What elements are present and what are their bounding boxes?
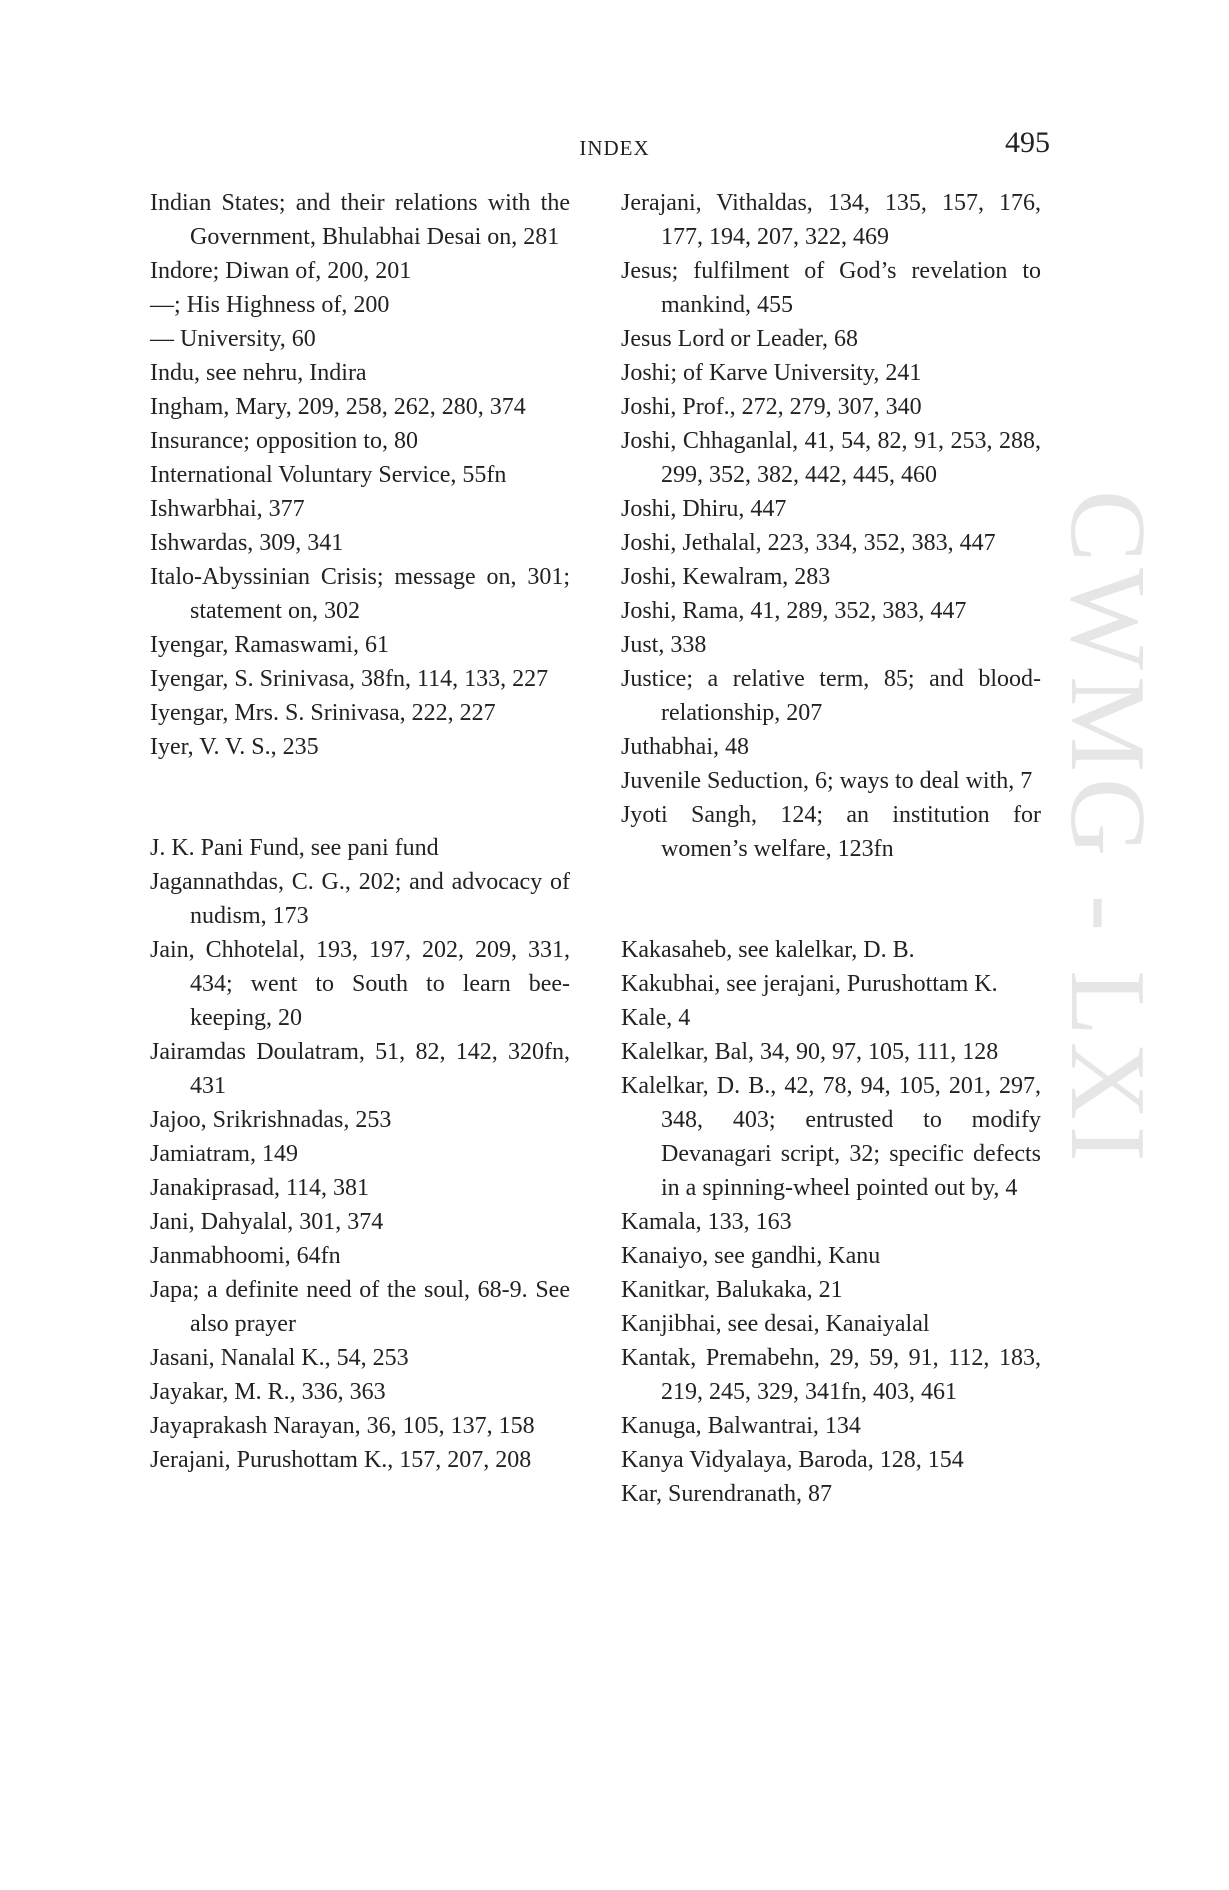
index-entry: Jyoti Sangh, 124; an institution for women’s welfare, 123fn [621, 802, 1041, 862]
index-entry: Jasani, Nanalal K., 54, 253 [150, 1345, 409, 1371]
index-entry: Joshi, Chhaganlal, 41, 54, 82, 91, 253, 288, 299, 352, 382, 442, 445, 460 [621, 428, 1041, 488]
index-entry: Ingham, Mary, 209, 258, 262, 280, 374 [150, 394, 526, 420]
index-column-left [150, 186, 570, 1477]
index-entry: Jerajani, Purushottam K., 157, 207, 208 [150, 1447, 532, 1473]
index-entry: Janmabhoomi, 64fn [150, 1243, 341, 1269]
index-entry: Juthabhai, 48 [621, 734, 749, 760]
index-entry: Joshi, Rama, 41, 289, 352, 383, 447 [621, 598, 967, 624]
index-entry: Jayaprakash Narayan, 36, 105, 137, 158 [150, 1413, 535, 1439]
index-entry: International Voluntary Service, 55fn [150, 462, 507, 488]
running-header: INDEX [579, 136, 650, 160]
index-entry: Jain, Chhotelal, 193, 197, 202, 209, 331, 434; went to South to learn bee-keeping, 20 [150, 937, 570, 1031]
index-entry: Juvenile Seduction, 6; ways to deal with, 7 [621, 768, 1033, 794]
page-number: 495 [1005, 126, 1050, 159]
index-entry: Jerajani, Vithaldas, 134, 135, 157, 176, 177, 194, 207, 322, 469 [621, 190, 1041, 250]
index-entry: Kanitkar, Balukaka, 21 [621, 1277, 843, 1303]
index-entry: Indu, see nehru, Indira [150, 360, 367, 386]
index-entry: J. K. Pani Fund, see pani fund [150, 835, 439, 861]
index-entry: — University, 60 [150, 326, 316, 352]
index-entry: Jairamdas Doulatram, 51, 82, 142, 320fn, 431 [150, 1039, 570, 1099]
index-entry: Jesus; fulfilment of God’s revelation to mankind, 455 [621, 258, 1041, 318]
index-entry: Kar, Surendranath, 87 [621, 1481, 832, 1507]
index-entry: Iyengar, S. Srinivasa, 38fn, 114, 133, 227 [150, 666, 549, 692]
index-entry: Kakasaheb, see kalelkar, D. B. [621, 937, 915, 963]
index-entry: Kamala, 133, 163 [621, 1209, 792, 1235]
index-entry: Kalelkar, Bal, 34, 90, 97, 105, 111, 128 [621, 1039, 999, 1065]
index-entry: Indian States; and their relations with the Government, Bhulabhai Desai on, 281 [150, 190, 570, 250]
index-column-right [621, 186, 1041, 1511]
index-entry: Jamiatram, 149 [150, 1141, 298, 1167]
section-gap [621, 866, 1041, 933]
index-entry: Justice; a relative term, 85; and blood-relationship, 207 [621, 666, 1041, 726]
index-entry: Joshi; of Karve University, 241 [621, 360, 922, 386]
index-entry: Kalelkar, D. B., 42, 78, 94, 105, 201, 297, 348, 403; entrusted to modify Devanagari script, 32; specific defects in a spinning-wheel pointed out by, 4 [621, 1073, 1041, 1201]
index-entry: Insurance; opposition to, 80 [150, 428, 418, 454]
index-entry: Iyengar, Ramaswami, 61 [150, 632, 389, 658]
index-entry: Iyer, V. V. S., 235 [150, 734, 319, 760]
index-entry: Just, 338 [621, 632, 707, 658]
index-group-j-continued [621, 186, 1041, 866]
index-entry: Ishwardas, 309, 341 [150, 530, 344, 556]
index-entry: Indore; Diwan of, 200, 201 [150, 258, 412, 284]
index-entry: Kale, 4 [621, 1005, 691, 1031]
index-entry: Joshi, Prof., 272, 279, 307, 340 [621, 394, 922, 420]
index-entry: —; His Highness of, 200 [150, 292, 390, 318]
index-entry: Italo-Abyssinian Crisis; message on, 301; statement on, 302 [150, 564, 570, 624]
section-gap [150, 764, 570, 831]
index-entry: Japa; a definite need of the soul, 68-9. See also prayer [150, 1277, 570, 1337]
index-entry: Joshi, Jethalal, 223, 334, 352, 383, 447 [621, 530, 996, 556]
index-entry: Joshi, Kewalram, 283 [621, 564, 831, 590]
index-entry: Ishwarbhai, 377 [150, 496, 305, 522]
index-entry: Jani, Dahyalal, 301, 374 [150, 1209, 384, 1235]
index-entry: Jajoo, Srikrishnadas, 253 [150, 1107, 392, 1133]
index-group-j [150, 831, 570, 1477]
index-entry: Kanuga, Balwantrai, 134 [621, 1413, 861, 1439]
index-entry: Kantak, Premabehn, 29, 59, 91, 112, 183, 219, 245, 329, 341fn, 403, 461 [621, 1345, 1041, 1405]
watermark: CWMG - LXI [1048, 490, 1167, 1168]
index-group-k [621, 933, 1041, 1511]
index-entry: Jesus Lord or Leader, 68 [621, 326, 858, 352]
index-entry: Jayakar, M. R., 336, 363 [150, 1379, 386, 1405]
index-entry: Kanya Vidyalaya, Baroda, 128, 154 [621, 1447, 964, 1473]
index-entry: Jagannathdas, C. G., 202; and advocacy of nudism, 173 [150, 869, 570, 929]
index-entry: Janakiprasad, 114, 381 [150, 1175, 370, 1201]
index-entry: Kakubhai, see jerajani, Purushottam K. [621, 971, 998, 997]
index-entry: Joshi, Dhiru, 447 [621, 496, 787, 522]
index-entry: Kanaiyo, see gandhi, Kanu [621, 1243, 881, 1269]
index-group-i [150, 186, 570, 764]
index-entry: Kanjibhai, see desai, Kanaiyalal [621, 1311, 930, 1337]
index-entry: Iyengar, Mrs. S. Srinivasa, 222, 227 [150, 700, 496, 726]
